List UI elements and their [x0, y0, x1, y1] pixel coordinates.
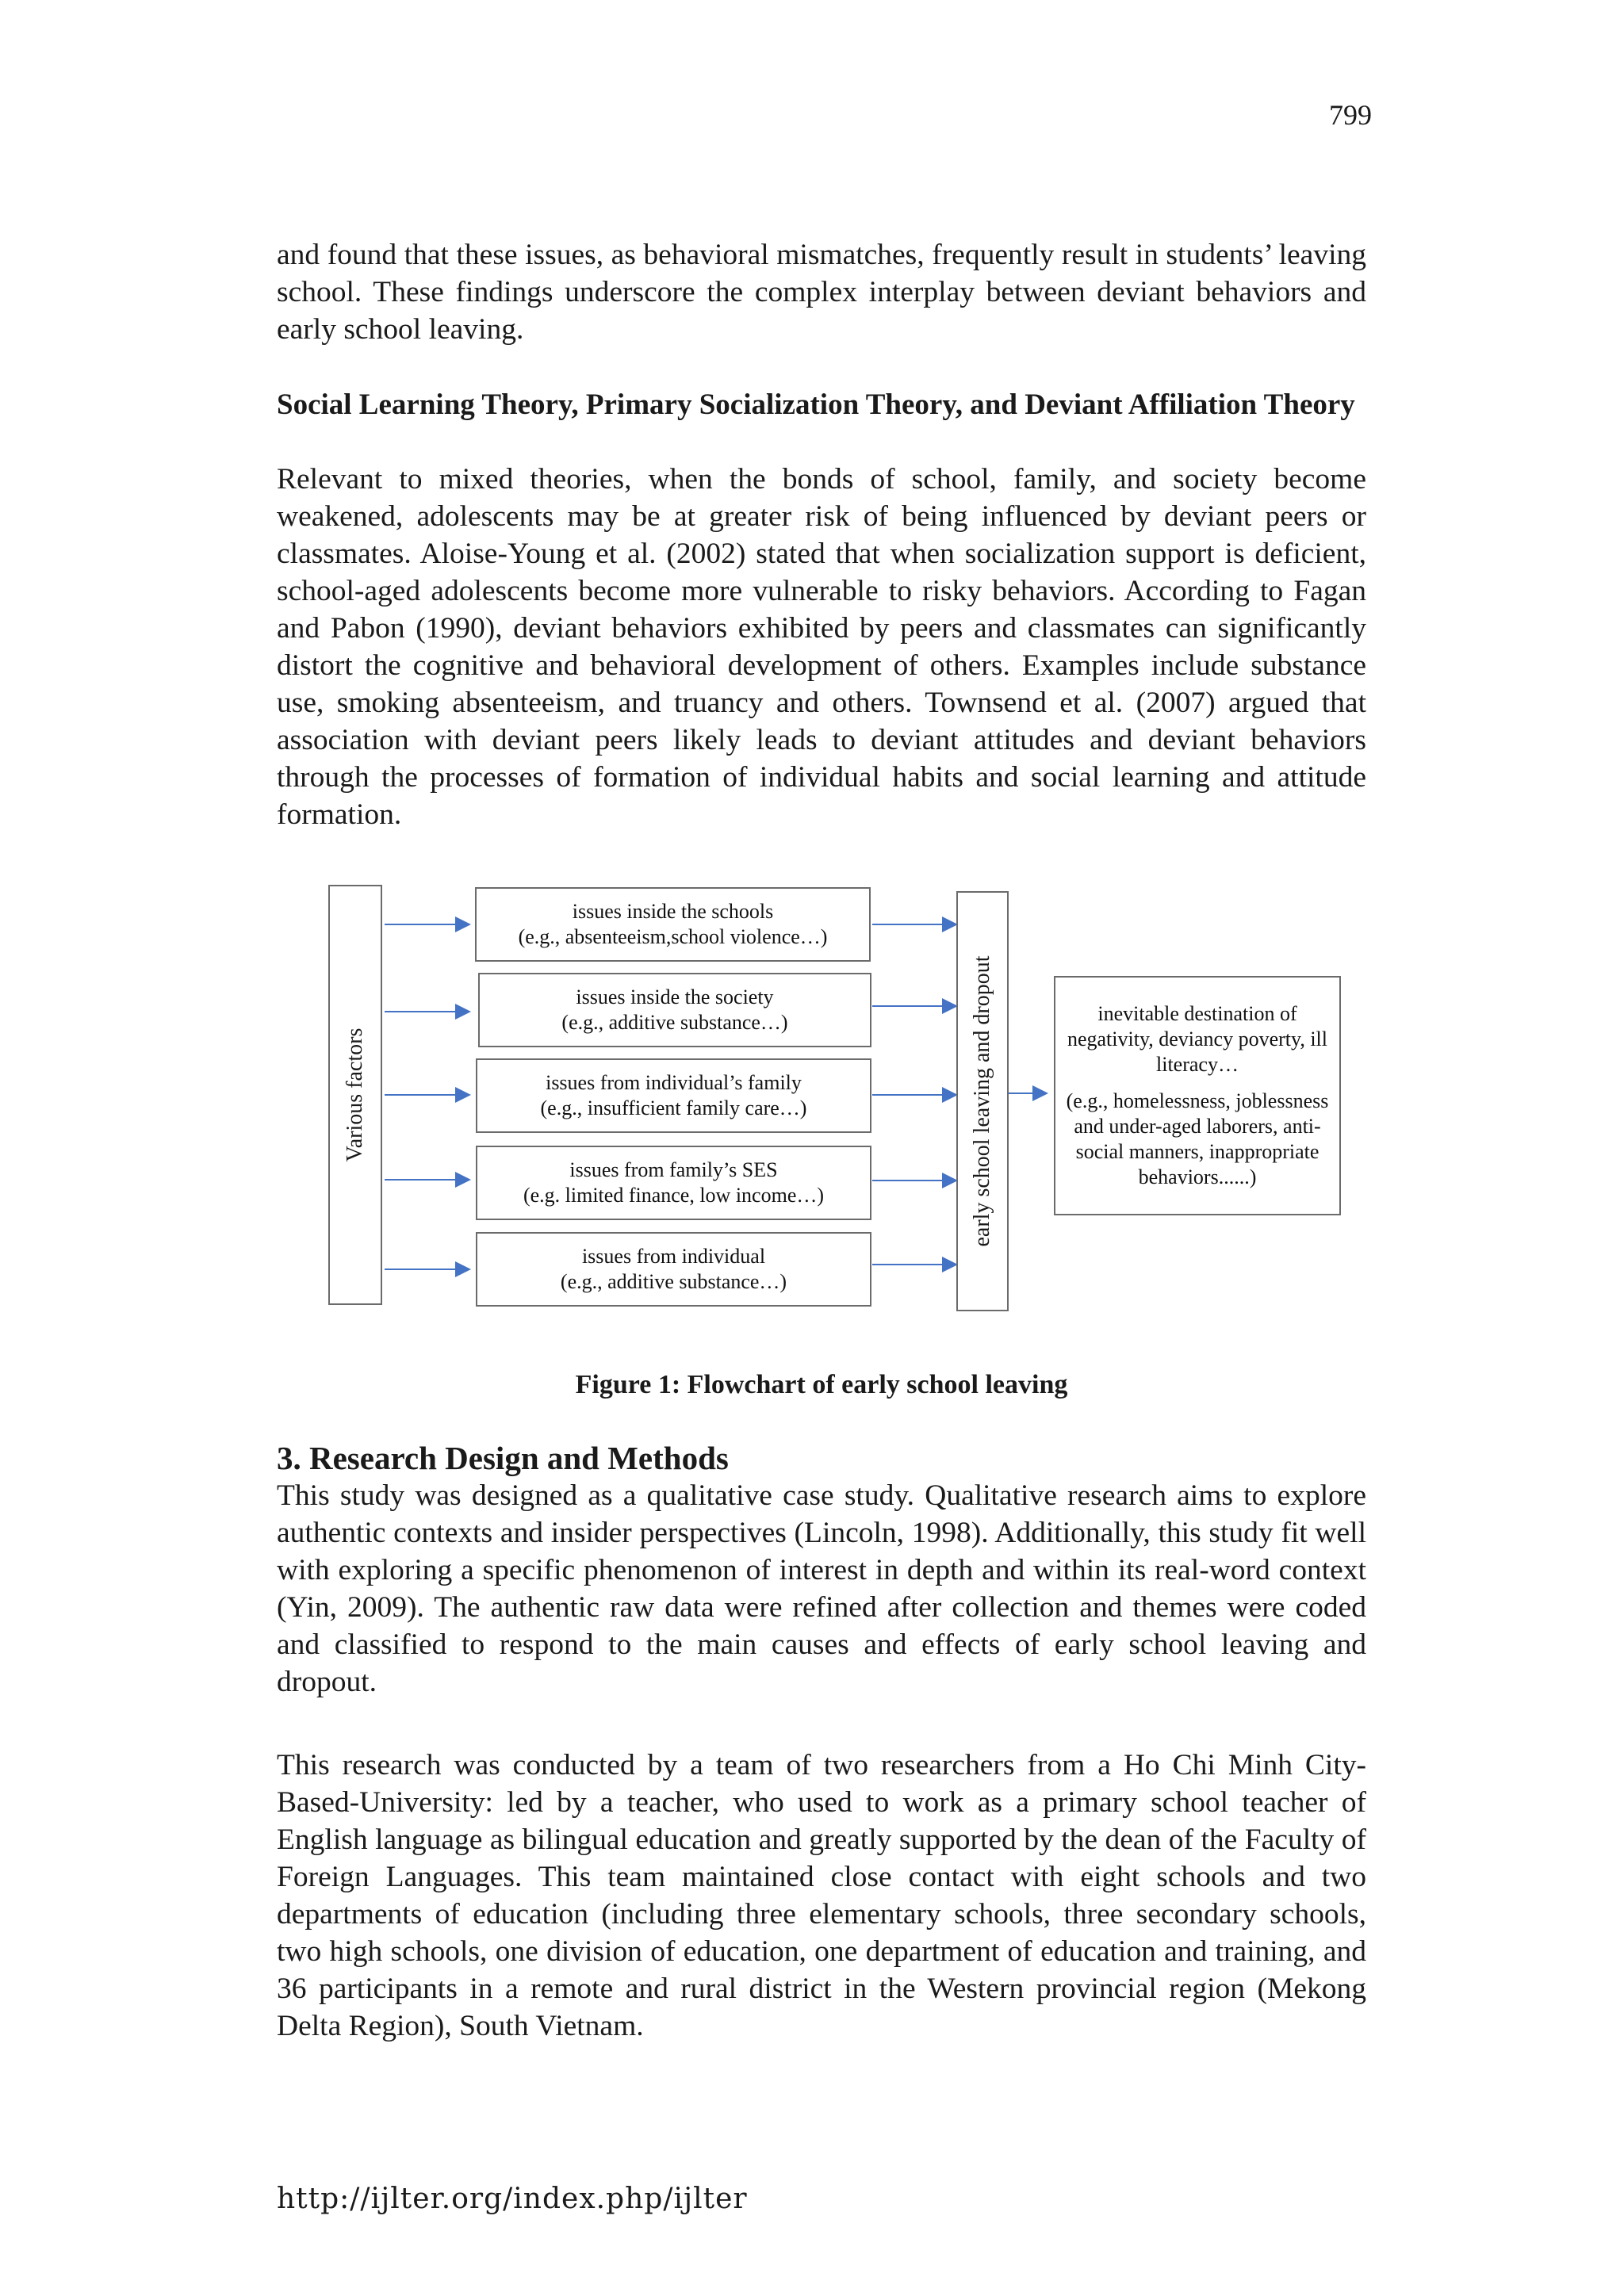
- destination-examples: (e.g., homelessness, joblessness and under-aged laborers, anti-social manners, inappropriate behaviors......): [1066, 1089, 1329, 1188]
- issue-example: (e.g., additive substance…): [560, 1270, 787, 1293]
- paragraph-intro: and found that these issues, as behavioral mismatches, frequently result in students’ leaving school. These findings underscore the complex interplay between deviant behaviors and early school leaving.: [277, 239, 1366, 346]
- paragraph-theory: Relevant to mixed theories, when the bonds of school, family, and society become weakened, adolescents may be at greater risk of being influenced by deviant peers or classmates. Aloise-Young et al. (2002) stated that when socialization support is deficient, school-aged adolescents become more vulnerable to risky behaviors. According to Fagan and Pabon (1990), deviant behaviors exhibited by peers and classmates can significantly distort the cognitive and behavioral development of others. Examples include substance use, smoking absenteeism, and truancy and others. Townsend et al. (2007) argued that association with deviant peers likely leads to deviant attitudes and deviant behaviors through the processes of formation of individual habits and social learning and attitude formation.: [277, 463, 1366, 831]
- issue-box-ses: [476, 1146, 871, 1220]
- issue-box-society: [478, 973, 871, 1047]
- paragraph-team: This research was conducted by a team of two researchers from a Ho Chi Minh City-Based-University: led by a teacher, who used to work as a primary school teacher of English language as bilingual education and greatly supported by the dean of the Faculty of Foreign Languages. This team maintained close contact with eight schools and two departments of education (including three elementary schools, three secondary schools, two high schools, one division of education, one department of education and training, and 36 participants in a remote and rural district in the Western provincial region (Mekong Delta Region), South Vietnam.: [277, 1749, 1366, 2042]
- issue-title: issues from family’s SES: [569, 1158, 778, 1181]
- dropout-label: early school leaving and dropout: [970, 955, 994, 1247]
- issue-box-individual: [476, 1232, 871, 1307]
- flowchart-early-school-leaving: [317, 872, 1348, 1316]
- issue-example: (e.g., additive substance…): [561, 1011, 788, 1034]
- issue-example: (e.g. limited finance, low income…): [523, 1184, 825, 1207]
- section-heading: Social Learning Theory, Primary Socialization Theory, and Deviant Affiliation Theory: [277, 388, 1355, 421]
- figure-caption: Figure 1: Flowchart of early school leaving: [575, 1370, 1068, 1399]
- issue-title: issues from individual’s family: [546, 1071, 802, 1094]
- issue-box-family: [476, 1058, 871, 1133]
- destination-box: [1054, 976, 1341, 1215]
- issue-title: issues inside the schools: [572, 900, 774, 923]
- page-number: 799: [1329, 99, 1372, 131]
- destination-summary: inevitable destination of negativity, deviancy poverty, ill literacy…: [1067, 1002, 1328, 1076]
- various-factors-label: Various factors: [343, 1027, 367, 1162]
- methods-heading: 3. Research Design and Methods: [277, 1440, 729, 1476]
- issue-example: (e.g., insufficient family care…): [540, 1096, 807, 1119]
- footer-url[interactable]: http://ijlter.org/index.php/ijlter: [277, 2183, 748, 2215]
- paragraph-methods: This study was designed as a qualitative case study. Qualitative research aims to explore authentic contexts and insider perspectives (Lincoln, 1998). Additionally, this study fit well with exploring a specific phenomenon of interest in depth and within its real-word context (Yin, 2009). The authentic raw data were refined after collection and themes were coded and classified to respond to the main causes and effects of early school leaving and dropout.: [277, 1479, 1366, 1698]
- various-factors-box: [328, 885, 382, 1305]
- issue-title: issues from individual: [581, 1245, 766, 1268]
- issue-box-schools: [475, 887, 871, 962]
- dropout-box: [956, 891, 1009, 1311]
- issue-example: (e.g., absenteeism,school violence…): [518, 925, 828, 948]
- issue-title: issues inside the society: [576, 985, 774, 1008]
